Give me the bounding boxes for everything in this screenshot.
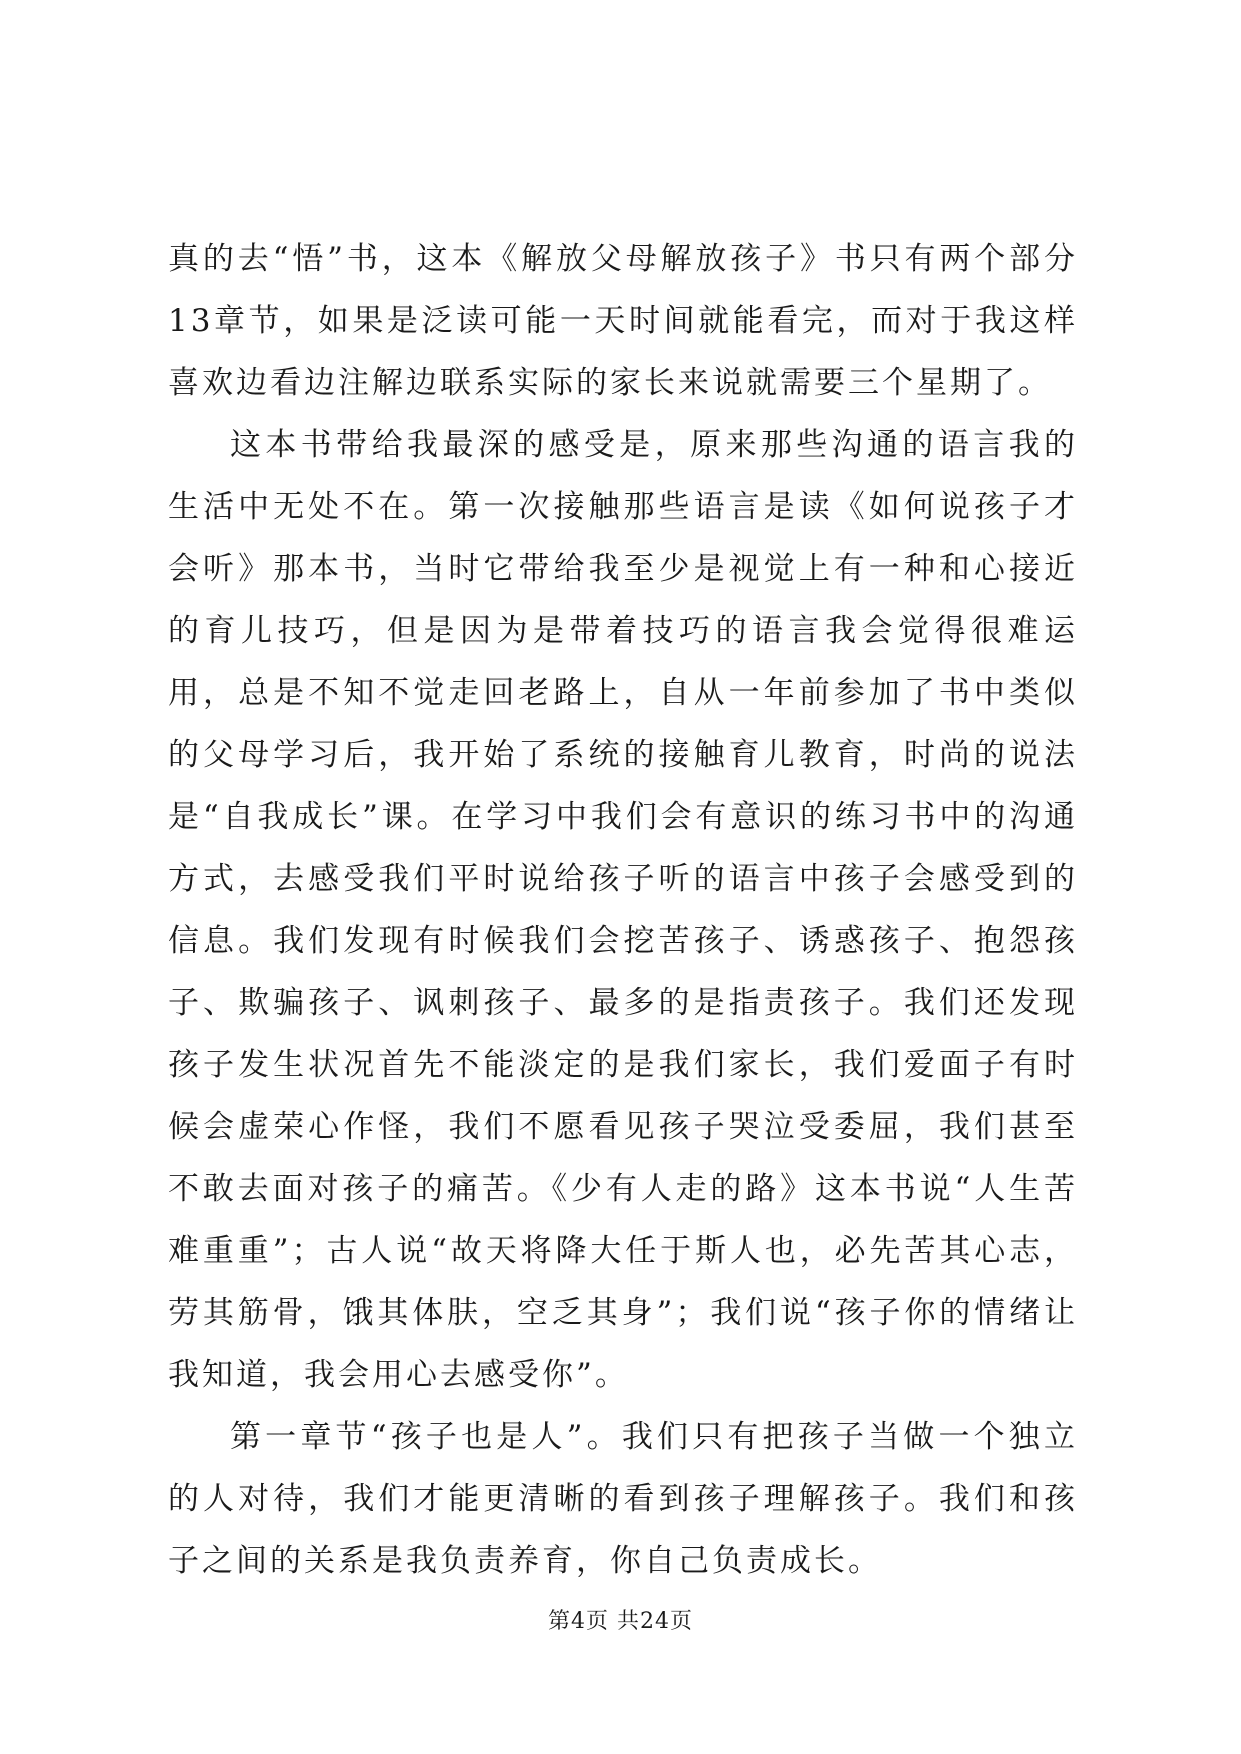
paragraph-2: 这本书带给我最深的感受是，原来那些沟通的语言我的生活中无处不在。第一次接触那些语言是读《如何说孩子才会听》那本书，当时它带给我至少是视觉上有一种和心接近的育儿技巧，但是因为是带着技巧的语言我会觉得很难运用，总是不知不觉走回老路上，自从一年前参加了书中类似的父母学习后，我开始了系统的接触育儿教育，时尚的说法是“自我成长”课。在学习中我们会有意识的练习书中的沟通方式，去感受我们平时说给孩子听的语言中孩子会感受到的信息。我们发现有时候我们会挖苦孩子、诱惑孩子、抱怨孩子、欺骗孩子、讽刺孩子、最多的是指责孩子。我们还发现孩子发生状况首先不能淡定的是我们家长，我们爱面子有时候会虚荣心作怪，我们不愿看见孩子哭泣受委屈，我们甚至不敢去面对孩子的痛苦。《少有人走的路》这本书说“人生苦难重重”；古人说“故天将降大任于斯人也，必先苦其心志，劳其筋骨，饿其体肤，空乏其身”；我们说“孩子你的情绪让我知道，我会用心去感受你”。: [168, 427, 1078, 1393]
paragraph-1: 真的去“悟”书，这本《解放父母解放孩子》书只有两个部分13章节，如果是泛读可能一天时间就能看完，而对于我这样喜欢边看边注解边联系实际的家长来说就需要三个星期了。: [168, 241, 1078, 401]
body-text: [168, 228, 1078, 1592]
page-footer: 第4页 共24页: [548, 1609, 693, 1634]
paragraph-3: 第一章节“孩子也是人”。我们只有把孩子当做一个独立的人对待，我们才能更清晰的看到孩子理解孩子。我们和孩子之间的关系是我负责养育，你自己负责成长。: [168, 1419, 1078, 1579]
